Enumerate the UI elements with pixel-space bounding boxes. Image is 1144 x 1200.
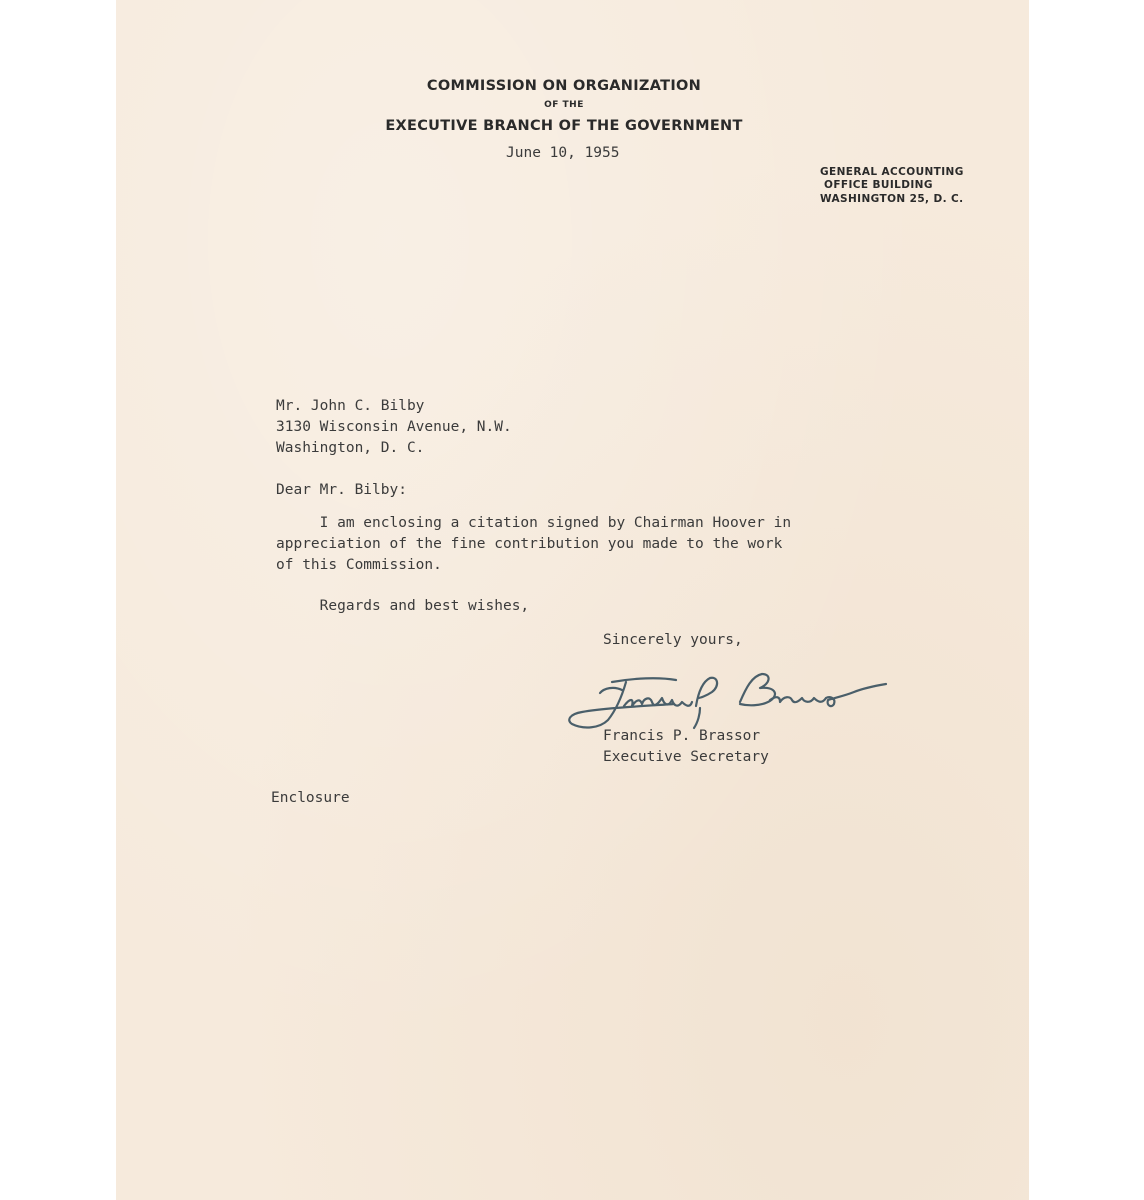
letterhead-line-3: EXECUTIVE BRANCH OF THE GOVERNMENT bbox=[385, 118, 743, 134]
signer-title: Executive Secretary bbox=[603, 749, 769, 765]
recipient-name: Mr. John C. Bilby bbox=[276, 398, 425, 414]
regards-line: Regards and best wishes, bbox=[276, 598, 530, 614]
letter-page bbox=[116, 0, 1029, 1200]
letter-date: June 10, 1955 bbox=[506, 145, 620, 161]
recipient-city: Washington, D. C. bbox=[276, 440, 425, 456]
office-address-line-3: WASHINGTON 25, D. C. bbox=[820, 193, 964, 205]
signer-name: Francis P. Brassor bbox=[603, 728, 761, 744]
body-line-3: of this Commission. bbox=[276, 557, 442, 573]
letterhead-line-2: OF THE bbox=[544, 100, 584, 110]
recipient-street: 3130 Wisconsin Avenue, N.W. bbox=[276, 419, 512, 435]
office-address-line-1: GENERAL ACCOUNTING bbox=[820, 166, 964, 178]
salutation: Dear Mr. Bilby: bbox=[276, 482, 407, 498]
office-address-line-2: OFFICE BUILDING bbox=[824, 179, 933, 191]
body-line-1: I am enclosing a citation signed by Chairman Hoover in bbox=[276, 515, 792, 531]
enclosure-note: Enclosure bbox=[271, 790, 350, 806]
letterhead-line-1: COMMISSION ON ORGANIZATION bbox=[426, 78, 702, 94]
closing-line: Sincerely yours, bbox=[603, 632, 743, 648]
body-line-2: appreciation of the fine contribution you made to the work bbox=[276, 536, 783, 552]
